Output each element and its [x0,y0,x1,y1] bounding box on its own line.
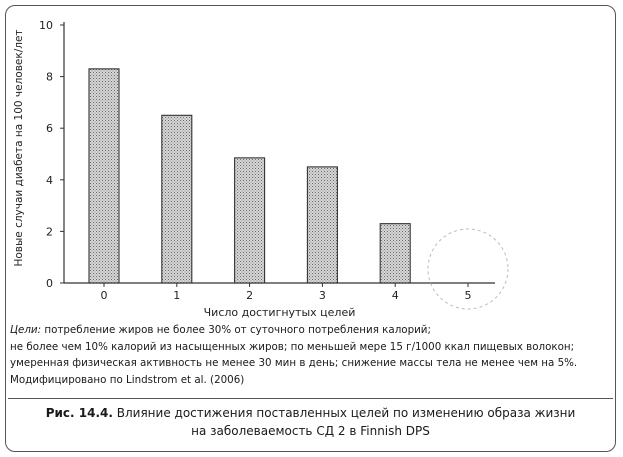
goals-line-2: не более чем 10% калорий из насыщенных жиров; по меньшей мере 15 г/1000 ккал пищевых волокон; [10,340,575,353]
y-tick-label: 6 [46,122,53,136]
x-tick-label: 0 [100,289,108,302]
caption-line-1: Влияние достижения поставленных целей по изменению образа жизни [116,406,576,420]
x-tick-label: 1 [173,289,181,302]
source-note: Модифицировано по Lindstrom et al. (2006) [10,373,245,386]
x-tick-label: 4 [391,289,399,302]
bar [89,69,119,283]
goals-line-3: умеренная физическая активность не менее 30 мин в день; снижение массы тела не менее чем на 5%. [10,357,578,370]
bar [307,167,337,283]
figure-caption [8,398,613,445]
figure-number: Рис. 14.4. [45,406,113,420]
y-tick-label: 2 [46,225,53,239]
x-tick-label: 2 [246,289,254,302]
goals-line-1: потребление жиров не более 30% от суточного потребления калорий; [44,324,431,336]
bars [89,69,410,283]
bar [162,115,192,283]
y-tick-label: 4 [46,173,53,187]
y-axis-title: Новые случаи диабета на 100 человек/лет [13,29,25,267]
bar [380,224,410,283]
axes [60,22,508,309]
caption-line-2: на заболеваемость СД 2 в Finnish DPS [191,424,430,438]
y-tick-label: 8 [46,70,53,84]
bar [235,158,265,283]
x-axis-title: Число достигнутых целей [203,306,356,319]
goals-note [10,322,610,388]
x-tick-label: 3 [318,289,326,302]
y-tick-label: 0 [46,277,53,290]
x-tick-label: 5 [464,289,472,302]
y-tick-label: 10 [39,19,53,32]
goals-label: Цели: [10,324,42,336]
